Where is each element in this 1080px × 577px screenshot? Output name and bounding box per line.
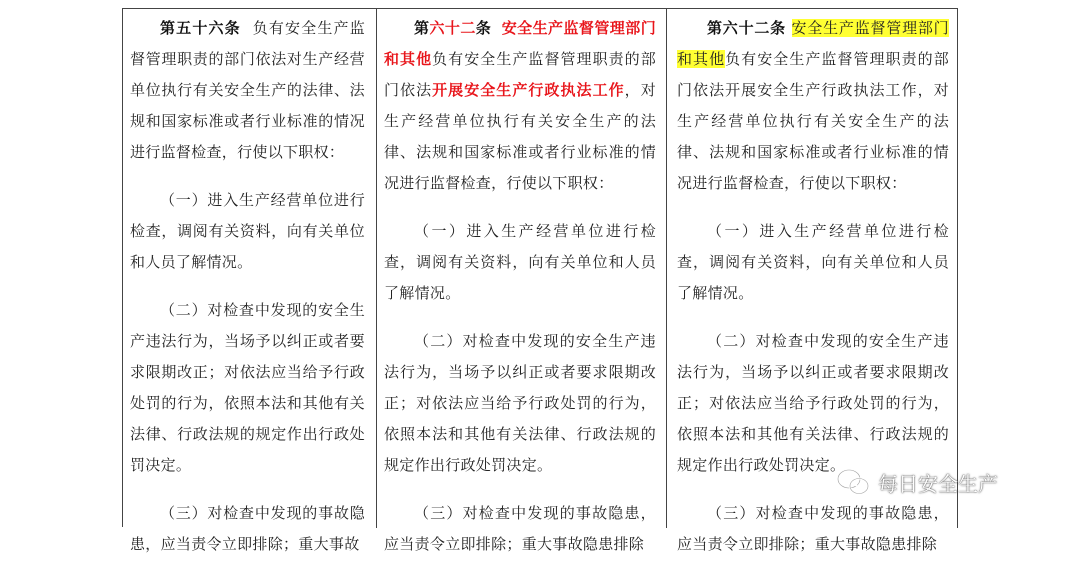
column-draft-revision (377, 9, 667, 553)
item-1: （一）进入生产经营单位进行检查，调阅有关资料，向有关单位和人员了解情况。 (384, 222, 656, 302)
item-3: （三）对检查中发现的事故隐患，应当责令立即排除；重大事故隐患排除 (384, 504, 656, 553)
item-2: （二）对检查中发现的安全生产违法行为，当场予以纠正或者要求限期改正；对依法应当给予行政处罚的行为，依照本法和其他有关法律、行政法规的规定作出行政处罚决定。 (130, 301, 365, 474)
comparison-table (122, 8, 958, 553)
article-number: 第六十二条 (707, 19, 786, 37)
added-text-mid: 开展安全生产行政执法工作 (432, 81, 625, 99)
wechat-icon (836, 467, 870, 497)
article-text: 负有安全生产监督管理职责的部门依法开展安全生产行政执法工作，对生产经营单位执行有关安全生产的法律、法规和国家标准或者行业标准的情况进行监督检查，行使以下职权： (677, 50, 950, 192)
item-1: （一）进入生产经营单位进行检查，调阅有关资料，向有关单位和人员了解情况。 (677, 222, 949, 302)
article-paragraph (130, 13, 365, 168)
added-text-head: 安全生产监督管理部门和其他 (384, 19, 656, 68)
item-1: （一）进入生产经营单位进行检查，调阅有关资料，向有关单位和人员了解情况。 (130, 191, 365, 271)
column-final-law (667, 9, 958, 553)
item-3: （三）对检查中发现的事故隐患，应当责令立即排除；重大事故 (130, 504, 365, 553)
article-text-b: ，对生产经营单位执行有关安全生产的法律、法规和国家标准或者行业标准的情况进行监督检查，行使以下职权： (384, 81, 656, 192)
article-text: 负有安全生产监督管理职责的部门依法对生产经营单位执行有关安全生产的法律、法规和国家标准或者行业标准的情况进行监督检查，行使以下职权： (130, 19, 365, 161)
article-paragraph (677, 13, 949, 199)
changed-number: 六十二 (429, 19, 476, 37)
item-2: （二）对检查中发现的安全生产违法行为，当场予以纠正或者要求限期改正；对依法应当给予行政处罚的行为，依照本法和其他有关法律、行政法规的规定作出行政处罚决定。 (384, 332, 656, 474)
column-original-law (123, 9, 377, 553)
watermark-text: 每日安全生产 (878, 471, 998, 496)
item-2: （二）对检查中发现的安全生产违法行为，当场予以纠正或者要求限期改正；对依法应当给予行政处罚的行为，依照本法和其他有关法律、行政法规的规定作出行政处罚决定。 (677, 332, 949, 474)
article-paragraph (384, 13, 656, 199)
article-number: 第六十二条 (414, 19, 492, 37)
item-3: （三）对检查中发现的事故隐患，应当责令立即排除；重大事故隐患排除 (677, 504, 949, 553)
watermark (836, 462, 998, 502)
article-text-a: 负有安全生产监督管理职责的部门依法 (384, 50, 657, 99)
article-number: 第五十六条 (160, 19, 241, 37)
highlighted-text: 安全生产监督管理部门和其他 (677, 19, 949, 68)
